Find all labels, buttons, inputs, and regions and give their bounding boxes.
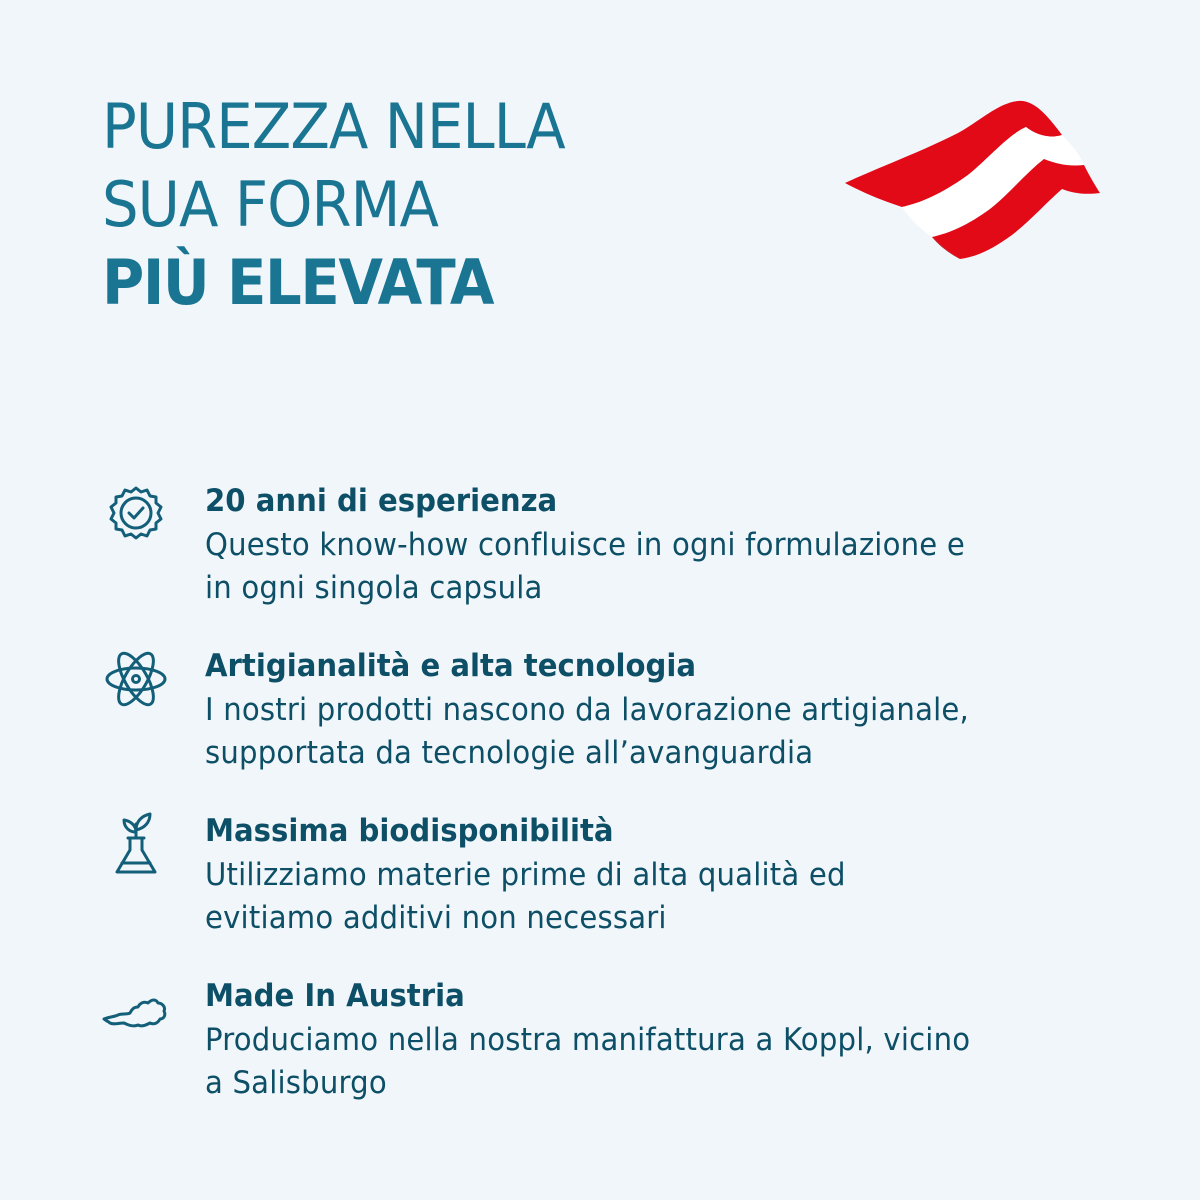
feature-bioavailability: [100, 808, 1120, 973]
austria-flag-icon: [840, 95, 1105, 265]
feature-title: Massima biodisponibilità: [205, 813, 614, 849]
feature-description-line: in ogni singola capsula: [205, 570, 543, 606]
feature-text: [205, 973, 1125, 1105]
feature-description-line: Questo know-how confluisce in ogni formulazione e: [205, 527, 965, 563]
headline-line-3: PIÙ ELEVATA: [102, 246, 494, 319]
headline-line-2: SUA FORMA: [102, 168, 439, 241]
feature-experience: [100, 478, 1120, 643]
seal-check-icon: [100, 478, 172, 550]
feature-description-line: Produciamo nella nostra manifattura a Koppl, vicino: [205, 1022, 971, 1058]
feature-text: [205, 808, 1125, 940]
atom-icon: [100, 643, 172, 715]
austria-map-icon: [100, 973, 172, 1045]
feature-description-line: evitiamo additivi non necessari: [205, 900, 667, 936]
feature-text: [205, 643, 1125, 775]
headline: [102, 88, 600, 322]
feature-description-line: Utilizziamo materie prime di alta qualità ed: [205, 857, 846, 893]
flask-sprout-icon: [100, 808, 172, 880]
feature-title: Made In Austria: [205, 978, 465, 1014]
feature-title: 20 anni di esperienza: [205, 483, 558, 519]
headline-line-1: PUREZZA NELLA: [102, 90, 565, 163]
feature-description-line: a Salisburgo: [205, 1065, 387, 1101]
feature-craftsmanship: [100, 643, 1120, 808]
feature-text: [205, 478, 1125, 610]
feature-title: Artigianalità e alta tecnologia: [205, 648, 697, 684]
feature-description-line: supportata da tecnologie all’avanguardia: [205, 735, 814, 771]
feature-made-in-austria: [100, 973, 1120, 1138]
features-list: [100, 478, 1120, 1138]
feature-description-line: I nostri prodotti nascono da lavorazione artigianale,: [205, 692, 969, 728]
